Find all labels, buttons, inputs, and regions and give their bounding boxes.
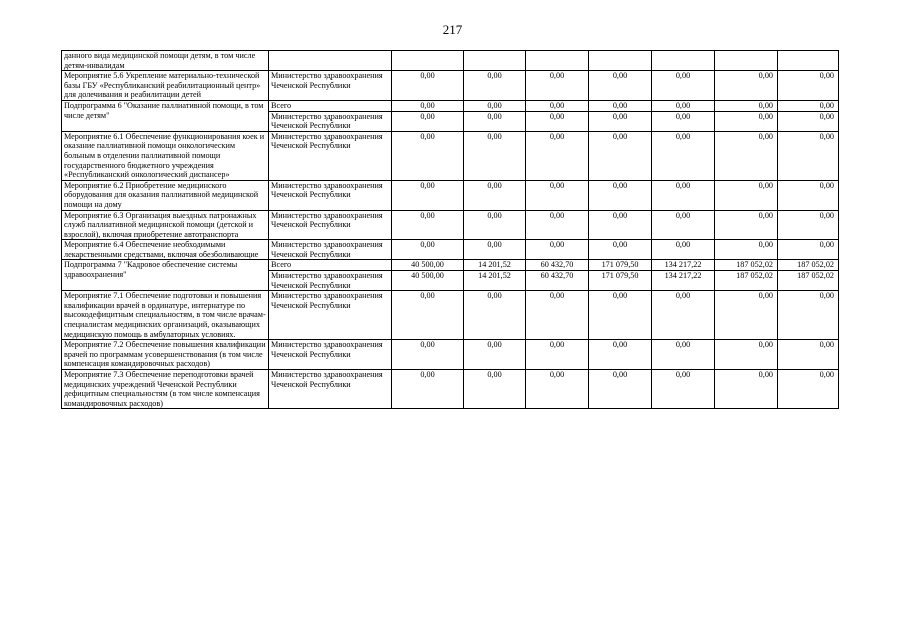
amount-cell: 0,00 xyxy=(392,370,464,409)
amount-cell: 0,00 xyxy=(715,111,778,131)
amount-cell: 0,00 xyxy=(715,71,778,101)
table-row xyxy=(62,260,839,271)
amount-cell: 0,00 xyxy=(715,210,778,240)
amount-cell: 0,00 xyxy=(652,340,715,370)
amount-cell: 0,00 xyxy=(392,340,464,370)
amount-cell: 0,00 xyxy=(652,210,715,240)
amount-cell: 0,00 xyxy=(464,111,526,131)
amount-cell xyxy=(715,51,778,71)
amount-cell: 40 500,00 xyxy=(392,260,464,271)
table-row xyxy=(62,210,839,240)
amount-cell: 0,00 xyxy=(652,180,715,210)
executor-cell: Министерство здравоохранения Чеченской Республики xyxy=(269,370,392,409)
amount-cell xyxy=(392,51,464,71)
executor-cell: Министерство здравоохранения Чеченской Республики xyxy=(269,210,392,240)
amount-cell xyxy=(464,51,526,71)
amount-cell: 0,00 xyxy=(526,111,589,131)
amount-cell: 0,00 xyxy=(464,210,526,240)
program-name-cell: Мероприятие 6.1 Обеспечение функционирования коек и оказание паллиативной помощи онкологическим больным в отделении паллиативной помощи государственного бюджетного учреждения «Республиканский онкологический диспансер» xyxy=(62,131,269,180)
executor-cell: Министерство здравоохранения Чеченской Республики xyxy=(269,271,392,291)
executor-cell: Министерство здравоохранения Чеченской Республики xyxy=(269,131,392,180)
program-name-cell: Подпрограмма 6 "Оказание паллиативной помощи, в том числе детям" xyxy=(62,100,269,131)
table-row xyxy=(62,100,839,111)
program-name-cell: Мероприятие 6.3 Организация выездных патронажных служб паллиативной медицинской помощи (детской и взрослой), включая приобретение автотранспорта xyxy=(62,210,269,240)
amount-cell: 0,00 xyxy=(715,340,778,370)
amount-cell: 0,00 xyxy=(715,291,778,340)
amount-cell: 0,00 xyxy=(715,240,778,260)
program-name-cell: Подпрограмма 7 "Кадровое обеспечение системы здравоохранения" xyxy=(62,260,269,291)
amount-cell: 0,00 xyxy=(652,71,715,101)
program-name-cell: Мероприятие 7.2 Обеспечение повышения квалификации врачей по программам усовершенствования (в том числе компенсация командировочных расходов) xyxy=(62,340,269,370)
amount-cell: 0,00 xyxy=(526,291,589,340)
program-name-cell: данного вида медицинской помощи детям, в том числе детям-инвалидам xyxy=(62,51,269,71)
amount-cell: 0,00 xyxy=(464,180,526,210)
amount-cell: 0,00 xyxy=(392,71,464,101)
amount-cell xyxy=(778,51,839,71)
amount-cell: 0,00 xyxy=(392,111,464,131)
table-row xyxy=(62,71,839,101)
program-name-cell: Мероприятие 5.6 Укрепление материально-технической базы ГБУ «Республиканский реабилитационный центр» для долечивания и реабилитации детей xyxy=(62,71,269,101)
amount-cell: 187 052,02 xyxy=(778,271,839,291)
amount-cell: 0,00 xyxy=(589,340,652,370)
page-number: 217 xyxy=(442,22,463,37)
table-row xyxy=(62,240,839,260)
amount-cell: 14 201,52 xyxy=(464,260,526,271)
program-name-cell: Мероприятие 7.3 Обеспечение переподготовки врачей медицинских учреждений Чеченской Республики дефицитным специальностям (в том числе компенсация командировочных расходов) xyxy=(62,370,269,409)
executor-cell: Всего xyxy=(269,100,392,111)
amount-cell: 14 201,52 xyxy=(464,271,526,291)
amount-cell: 0,00 xyxy=(392,131,464,180)
amount-cell: 0,00 xyxy=(589,291,652,340)
amount-cell: 0,00 xyxy=(526,100,589,111)
amount-cell: 0,00 xyxy=(652,240,715,260)
amount-cell: 0,00 xyxy=(652,131,715,180)
amount-cell: 0,00 xyxy=(464,340,526,370)
table-row xyxy=(62,131,839,180)
amount-cell: 0,00 xyxy=(715,131,778,180)
executor-cell: Министерство здравоохранения Чеченской Республики xyxy=(269,240,392,260)
amount-cell: 0,00 xyxy=(392,240,464,260)
amount-cell: 171 079,50 xyxy=(589,271,652,291)
amount-cell: 187 052,02 xyxy=(715,260,778,271)
amount-cell: 60 432,70 xyxy=(526,271,589,291)
amount-cell: 0,00 xyxy=(526,210,589,240)
amount-cell: 0,00 xyxy=(652,100,715,111)
amount-cell: 0,00 xyxy=(778,111,839,131)
amount-cell: 0,00 xyxy=(589,240,652,260)
amount-cell: 0,00 xyxy=(778,370,839,409)
amount-cell: 0,00 xyxy=(589,100,652,111)
amount-cell: 0,00 xyxy=(589,131,652,180)
amount-cell: 40 500,00 xyxy=(392,271,464,291)
executor-cell: Министерство здравоохранения Чеченской Республики xyxy=(269,180,392,210)
amount-cell: 0,00 xyxy=(589,111,652,131)
amount-cell: 0,00 xyxy=(526,340,589,370)
program-name-cell: Мероприятие 6.4 Обеспечение необходимыми лекарственными средствами, включая обезболивающие xyxy=(62,240,269,260)
table-body xyxy=(62,51,839,409)
table-row xyxy=(62,51,839,71)
amount-cell: 0,00 xyxy=(778,240,839,260)
amount-cell: 0,00 xyxy=(778,71,839,101)
amount-cell: 0,00 xyxy=(589,180,652,210)
amount-cell: 0,00 xyxy=(778,100,839,111)
amount-cell: 0,00 xyxy=(526,71,589,101)
amount-cell: 0,00 xyxy=(526,240,589,260)
amount-cell: 0,00 xyxy=(715,180,778,210)
amount-cell: 0,00 xyxy=(464,370,526,409)
amount-cell: 171 079,50 xyxy=(589,260,652,271)
amount-cell: 0,00 xyxy=(464,100,526,111)
amount-cell: 0,00 xyxy=(464,131,526,180)
table-row xyxy=(62,340,839,370)
amount-cell: 0,00 xyxy=(392,100,464,111)
amount-cell: 60 432,70 xyxy=(526,260,589,271)
amount-cell: 134 217,22 xyxy=(652,260,715,271)
executor-cell: Министерство здравоохранения Чеченской Республики xyxy=(269,340,392,370)
amount-cell: 0,00 xyxy=(778,340,839,370)
amount-cell xyxy=(589,51,652,71)
executor-cell: Министерство здравоохранения Чеченской Республики xyxy=(269,71,392,101)
amount-cell: 0,00 xyxy=(464,71,526,101)
amount-cell: 0,00 xyxy=(715,100,778,111)
amount-cell: 0,00 xyxy=(464,240,526,260)
amount-cell: 0,00 xyxy=(526,131,589,180)
amount-cell: 0,00 xyxy=(392,291,464,340)
executor-cell xyxy=(269,51,392,71)
amount-cell xyxy=(652,51,715,71)
amount-cell: 0,00 xyxy=(778,180,839,210)
amount-cell: 0,00 xyxy=(526,370,589,409)
budget-table xyxy=(61,50,839,409)
amount-cell: 0,00 xyxy=(778,131,839,180)
amount-cell: 187 052,02 xyxy=(778,260,839,271)
amount-cell: 0,00 xyxy=(589,370,652,409)
amount-cell: 0,00 xyxy=(392,180,464,210)
table-row xyxy=(62,291,839,340)
amount-cell: 0,00 xyxy=(392,210,464,240)
amount-cell: 0,00 xyxy=(652,291,715,340)
executor-cell: Министерство здравоохранения Чеченской Республики xyxy=(269,111,392,131)
amount-cell: 0,00 xyxy=(589,71,652,101)
amount-cell: 0,00 xyxy=(464,291,526,340)
amount-cell: 0,00 xyxy=(589,210,652,240)
amount-cell: 134 217,22 xyxy=(652,271,715,291)
executor-cell: Всего xyxy=(269,260,392,271)
amount-cell: 0,00 xyxy=(526,180,589,210)
program-name-cell: Мероприятие 6.2 Приобретение медицинского оборудования для оказания паллиативной медицинской помощи на дому xyxy=(62,180,269,210)
amount-cell: 0,00 xyxy=(778,291,839,340)
amount-cell: 187 052,02 xyxy=(715,271,778,291)
table-row xyxy=(62,180,839,210)
table-row xyxy=(62,370,839,409)
amount-cell: 0,00 xyxy=(778,210,839,240)
amount-cell: 0,00 xyxy=(652,111,715,131)
amount-cell: 0,00 xyxy=(715,370,778,409)
amount-cell: 0,00 xyxy=(652,370,715,409)
amount-cell xyxy=(526,51,589,71)
program-name-cell: Мероприятие 7.1 Обеспечение подготовки и повышения квалификации врачей в ординатуре, интернатуре по высокодефицитным специальностям, в том числе врачам-специалистам медицинских организаций, оказывающих медицинскую помощь в амбулаторных условиях. xyxy=(62,291,269,340)
executor-cell: Министерство здравоохранения Чеченской Республики xyxy=(269,291,392,340)
